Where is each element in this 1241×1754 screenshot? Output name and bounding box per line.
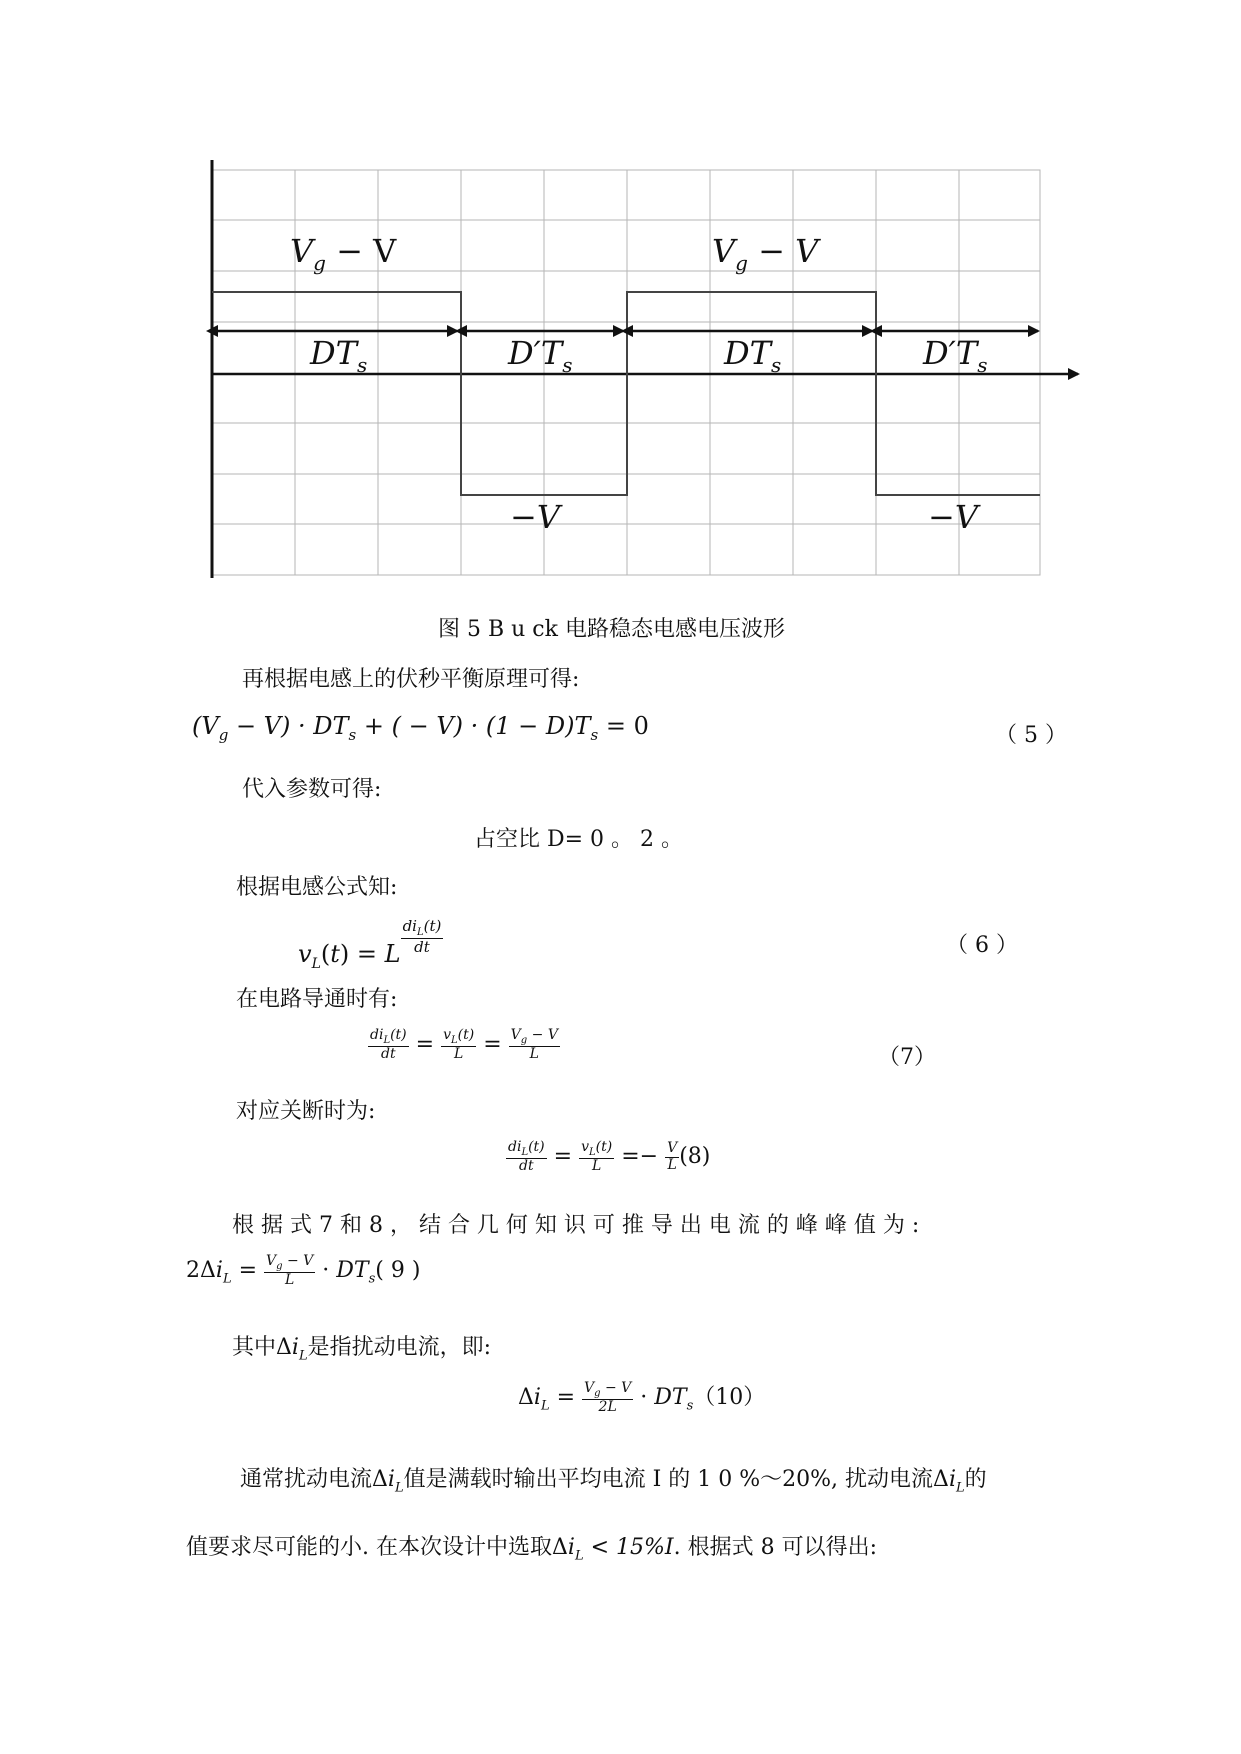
paragraph-off-state: 对应关断时为: xyxy=(236,1099,376,1124)
label-neg-v-1: −V xyxy=(510,498,560,536)
equation-10: $\Delta i_L$ = $\frac{V_g - V}{2L}$ · $DT_s(10)$ xyxy=(518,1379,766,1415)
label-dpts-2: $D'T_s$ xyxy=(923,334,988,377)
paragraph-ripple-range: 通常扰动电流$\Delta i_L$值是满载时输出平均电流 I 的 1 0 %～20%, 扰动电流$\Delta i_L$的 xyxy=(240,1467,987,1496)
equation-7-number: （7） xyxy=(878,1045,936,1070)
paragraph-substitute: 代入参数可得: xyxy=(242,777,382,802)
paragraph-peak-to-peak: 根 据 式 7 和 8 ， 结 合 几 何 知 识 可 推 导 出 电 流 的 峰 峰 值 为 : xyxy=(232,1213,920,1238)
label-vg-minus-v-1: $V_g - V$ xyxy=(290,232,397,275)
label-dts-2: $DT_s$ xyxy=(724,334,782,377)
equation-6: $v_L(t) = L$ $\frac{di_L(t)}{dt}$ xyxy=(298,917,442,972)
paragraph-on-state: 在电路导通时有: xyxy=(236,987,398,1012)
duty-cycle-result: 占空比 D= 0 。 2 。 xyxy=(474,827,684,852)
paragraph-volt-second: 再根据电感上的伏秒平衡原理可得: xyxy=(242,667,580,692)
label-neg-v-2: −V xyxy=(928,498,978,536)
equation-7: $\frac{di_L(t)}{dt}$ = $\frac{v_L(t)}{L}$ = $\frac{V_g - V}{L}$ xyxy=(370,1027,558,1062)
equation-5: $(V_g - V) \cdot DT_s$ + ( − $V) \cdot (1 - D)T_s = 0$ xyxy=(192,712,649,744)
label-dts-1: $DT_s$ xyxy=(310,334,368,377)
equation-6-number: （ 6 ） xyxy=(946,933,1018,958)
waveform-figure xyxy=(0,0,1241,600)
paragraph-inductor-formula: 根据电感公式知: xyxy=(236,875,398,900)
label-vg-minus-v-2: $V_g - V$ xyxy=(712,232,819,275)
figure-caption: 图 5 B u ck 电路稳态电感电压波形 xyxy=(438,617,785,642)
equation-9: $2\Delta i_L$ = $\frac{V_g - V}{L}$ · $DT_s$( 9 ) xyxy=(186,1253,421,1288)
label-dpts-1: $D'T_s$ xyxy=(508,334,573,377)
equation-8: $\frac{di_L(t)}{dt}$ = $\frac{v_L(t)}{L}$ =− $\frac{V}{L}$ (8) xyxy=(508,1139,711,1174)
paragraph-ripple-definition: 其中$\Delta i_L$是指扰动电流，即: xyxy=(232,1335,492,1364)
equation-5-number: （ 5 ） xyxy=(995,723,1067,748)
paragraph-design-choice: 值要求尽可能的小. 在本次设计中选取$\Delta i_L < 15\%I$. 根据式 8 可以得出: xyxy=(186,1535,877,1564)
